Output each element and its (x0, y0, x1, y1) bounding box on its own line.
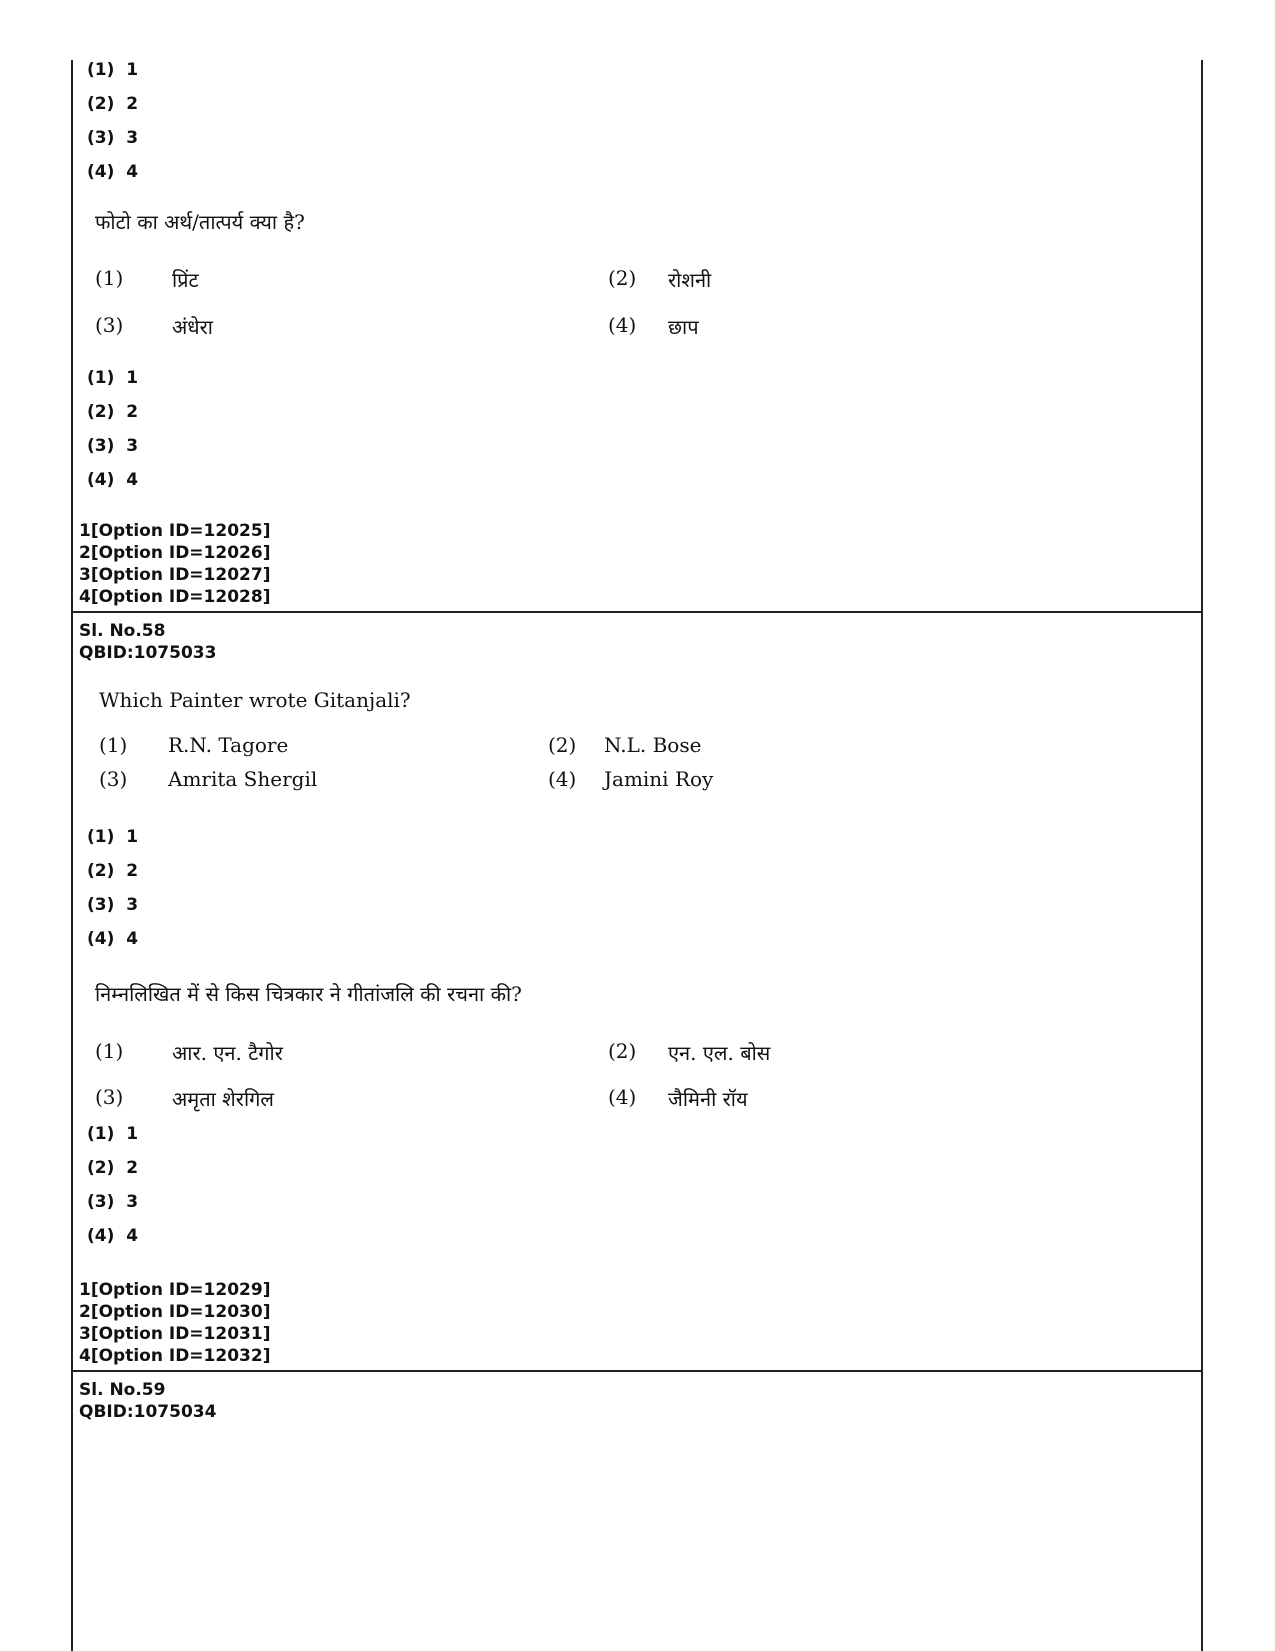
answer-option-2: (2) 2 (87, 402, 139, 422)
option-text: R.N. Tagore (168, 733, 289, 757)
question-separator (71, 1370, 1203, 1372)
option-number: (3) (95, 313, 124, 337)
option-text: छाप (668, 315, 699, 339)
answer-option-2: (2) 2 (87, 1158, 139, 1178)
option-text: एन. एल. बोस (668, 1041, 771, 1065)
answer-option-1: (1) 1 (87, 1124, 139, 1144)
serial-number: Sl. No.59 (79, 1380, 166, 1400)
answer-option-4: (4) 4 (87, 929, 139, 949)
serial-number: Sl. No.58 (79, 621, 166, 641)
option-text: अंधेरा (172, 315, 213, 339)
question-text-hindi: फोटो का अर्थ/तात्पर्य क्या है? (95, 210, 305, 234)
option-id-1: 1[Option ID=12029] (79, 1280, 271, 1300)
option-number: (4) (608, 1085, 637, 1109)
option-id-4: 4[Option ID=12032] (79, 1346, 271, 1366)
answer-option-4: (4) 4 (87, 1226, 139, 1246)
option-number: (2) (608, 1039, 637, 1063)
option-number: (1) (95, 1039, 124, 1063)
option-number: (4) (608, 313, 637, 337)
question-bank-id: QBID:1075033 (79, 643, 217, 663)
option-number: (2) (608, 266, 637, 290)
page-frame (71, 60, 1203, 1651)
answer-option-1: (1) 1 (87, 368, 139, 388)
answer-option-3: (3) 3 (87, 128, 139, 148)
option-id-1: 1[Option ID=12025] (79, 521, 271, 541)
answer-option-1: (1) 1 (87, 827, 139, 847)
question-text-hindi: निम्नलिखित में से किस चित्रकार ने गीतांजलि की रचना की? (95, 982, 522, 1006)
option-number: (4) (548, 767, 577, 791)
answer-option-2: (2) 2 (87, 94, 139, 114)
option-number: (3) (95, 1085, 124, 1109)
question-separator (71, 611, 1203, 613)
option-text: N.L. Bose (604, 733, 702, 757)
option-number: (1) (99, 733, 128, 757)
option-text: Jamini Roy (604, 767, 714, 791)
answer-option-3: (3) 3 (87, 436, 139, 456)
option-id-3: 3[Option ID=12027] (79, 565, 271, 585)
option-text: Amrita Shergil (168, 767, 318, 791)
answer-option-1: (1) 1 (87, 60, 139, 80)
option-number: (3) (99, 767, 128, 791)
answer-option-3: (3) 3 (87, 1192, 139, 1212)
option-number: (1) (95, 266, 124, 290)
option-number: (2) (548, 733, 577, 757)
option-id-2: 2[Option ID=12030] (79, 1302, 271, 1322)
option-text: आर. एन. टैगोर (172, 1041, 283, 1065)
option-id-3: 3[Option ID=12031] (79, 1324, 271, 1344)
question-text-english: Which Painter wrote Gitanjali? (99, 688, 411, 712)
answer-option-4: (4) 4 (87, 162, 139, 182)
option-text: जैमिनी रॉय (668, 1087, 748, 1111)
option-text: रोशनी (668, 268, 712, 292)
option-text: अमृता शेरगिल (172, 1087, 274, 1111)
question-bank-id: QBID:1075034 (79, 1402, 217, 1422)
option-text: प्रिंट (172, 268, 199, 292)
option-id-4: 4[Option ID=12028] (79, 587, 271, 607)
answer-option-3: (3) 3 (87, 895, 139, 915)
answer-option-2: (2) 2 (87, 861, 139, 881)
answer-option-4: (4) 4 (87, 470, 139, 490)
option-id-2: 2[Option ID=12026] (79, 543, 271, 563)
